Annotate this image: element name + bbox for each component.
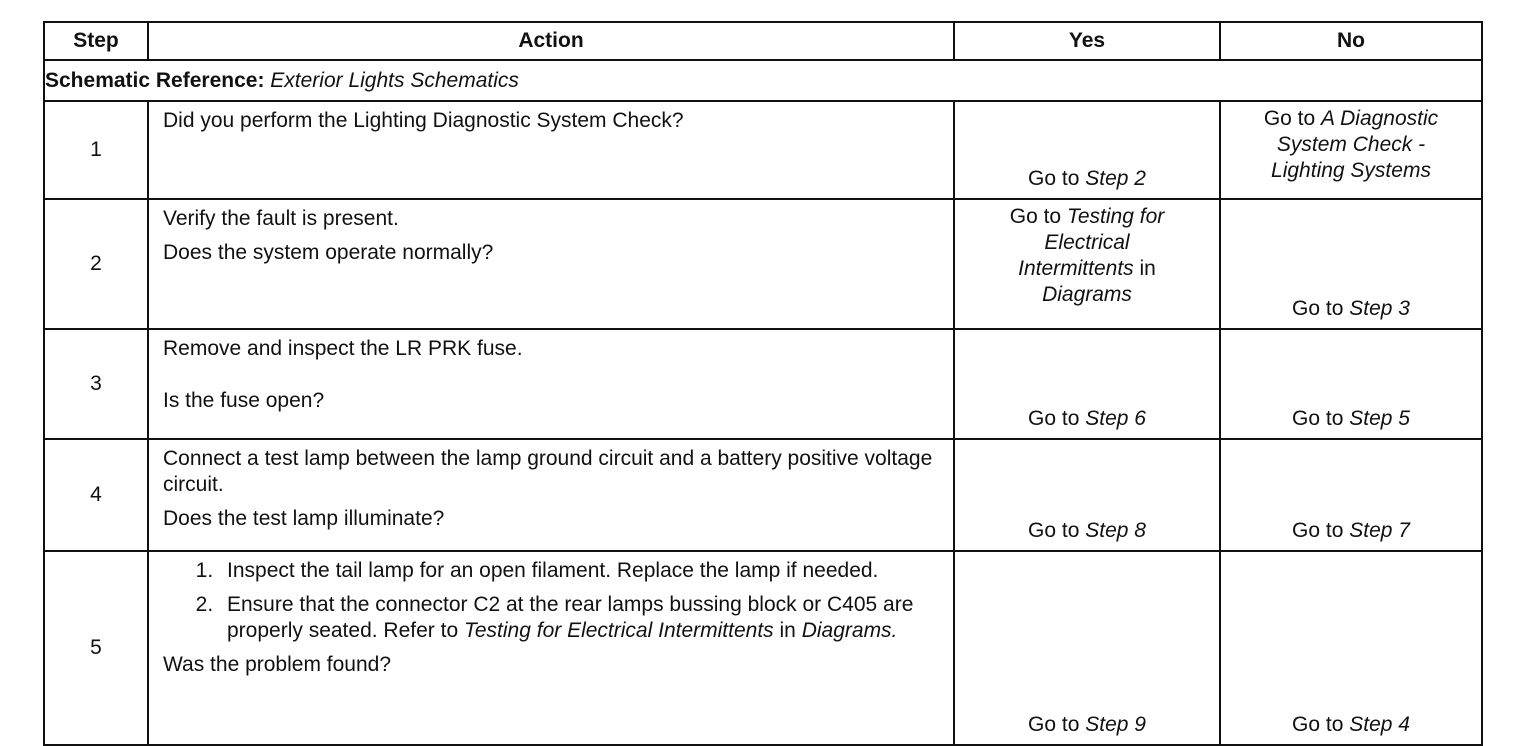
step-number: 4 — [44, 439, 148, 551]
action-question: Does the test lamp illuminate? — [163, 507, 445, 530]
header-row — [44, 22, 1482, 60]
no-link[interactable]: Step 3 — [1349, 297, 1410, 320]
yes-cell — [954, 439, 1220, 551]
goto-text: Go to — [1028, 713, 1080, 736]
yes-link[interactable]: Step 8 — [1085, 519, 1146, 542]
diagnostic-table — [43, 21, 1483, 746]
goto-text: Go to — [1028, 407, 1080, 430]
yes-cell — [954, 101, 1220, 199]
no-link[interactable]: Step 5 — [1349, 407, 1410, 430]
table-row — [44, 101, 1482, 199]
header-action: Action — [148, 22, 954, 60]
header-yes: Yes — [954, 22, 1220, 60]
yes-link[interactable]: Intermittents — [1018, 257, 1134, 280]
yes-link[interactable]: Step 9 — [1085, 713, 1146, 736]
substep-link[interactable]: Diagrams. — [801, 619, 898, 642]
table-row — [44, 329, 1482, 439]
no-cell — [1220, 101, 1482, 199]
action-text: Verify the fault is present. — [163, 207, 399, 230]
yes-cell — [954, 199, 1220, 329]
no-cell — [1220, 199, 1482, 329]
header-step: Step — [44, 22, 148, 60]
substep-text: Ensure that the connector C2 at the rear lamps bussing block or C405 are properly seated. Refer to — [227, 593, 914, 642]
table-row — [44, 551, 1482, 745]
substep-list — [163, 558, 939, 644]
action-cell — [148, 329, 954, 439]
yes-link[interactable]: Diagrams — [1042, 283, 1132, 306]
goto-text: Go to — [1292, 519, 1344, 542]
yes-cell — [954, 329, 1220, 439]
header-no: No — [1220, 22, 1482, 60]
step-number: 1 — [44, 101, 148, 199]
step-number: 2 — [44, 199, 148, 329]
goto-text: Go to — [1009, 205, 1062, 228]
schematic-reference-row — [44, 60, 1482, 101]
goto-text: Go to — [1263, 107, 1316, 130]
substep-item — [219, 592, 939, 644]
yes-link[interactable]: Step 2 — [1085, 167, 1146, 190]
schematic-label: Schematic Reference: — [45, 68, 265, 92]
no-cell — [1220, 329, 1482, 439]
yes-link[interactable]: Testing for — [1066, 205, 1165, 228]
action-cell — [148, 101, 954, 199]
yes-link[interactable]: Step 6 — [1085, 407, 1146, 430]
no-cell — [1220, 551, 1482, 745]
action-question: Does the system operate normally? — [163, 241, 494, 264]
in-text: in — [779, 619, 796, 642]
action-cell — [148, 199, 954, 329]
no-link[interactable]: A Diagnostic — [1321, 107, 1439, 130]
in-text: in — [1139, 257, 1156, 280]
table-row — [44, 439, 1482, 551]
goto-text: Go to — [1028, 167, 1080, 190]
action-text: Did you perform the Lighting Diagnostic System Check? — [163, 109, 684, 132]
action-question: Is the fuse open? — [163, 389, 325, 412]
step-number: 3 — [44, 329, 148, 439]
step-number: 5 — [44, 551, 148, 745]
action-cell — [148, 439, 954, 551]
action-cell — [148, 551, 954, 745]
action-question: Was the problem found? — [163, 653, 392, 676]
action-text: Remove and inspect the LR PRK fuse. — [163, 337, 523, 360]
substep-link[interactable]: Testing for Electrical Intermittents — [463, 619, 774, 642]
goto-text: Go to — [1028, 519, 1080, 542]
table-row — [44, 199, 1482, 329]
goto-text: Go to — [1292, 297, 1344, 320]
yes-cell — [954, 551, 1220, 745]
yes-link[interactable]: Electrical — [1044, 231, 1130, 254]
action-text: Connect a test lamp between the lamp ground circuit and a battery positive voltage circuit. — [163, 447, 933, 496]
goto-text: Go to — [1292, 713, 1344, 736]
schematic-reference — [44, 60, 1482, 101]
schematic-link[interactable]: Exterior Lights Schematics — [270, 68, 519, 92]
no-link[interactable]: Lighting Systems — [1271, 159, 1431, 182]
no-link[interactable]: Step 7 — [1349, 519, 1410, 542]
substep-item — [219, 558, 939, 584]
goto-text: Go to — [1292, 407, 1344, 430]
no-cell — [1220, 439, 1482, 551]
substep-text: Inspect the tail lamp for an open filament. Replace the lamp if needed. — [227, 559, 879, 582]
no-link[interactable]: Step 4 — [1349, 713, 1410, 736]
no-link[interactable]: System Check - — [1276, 133, 1426, 156]
